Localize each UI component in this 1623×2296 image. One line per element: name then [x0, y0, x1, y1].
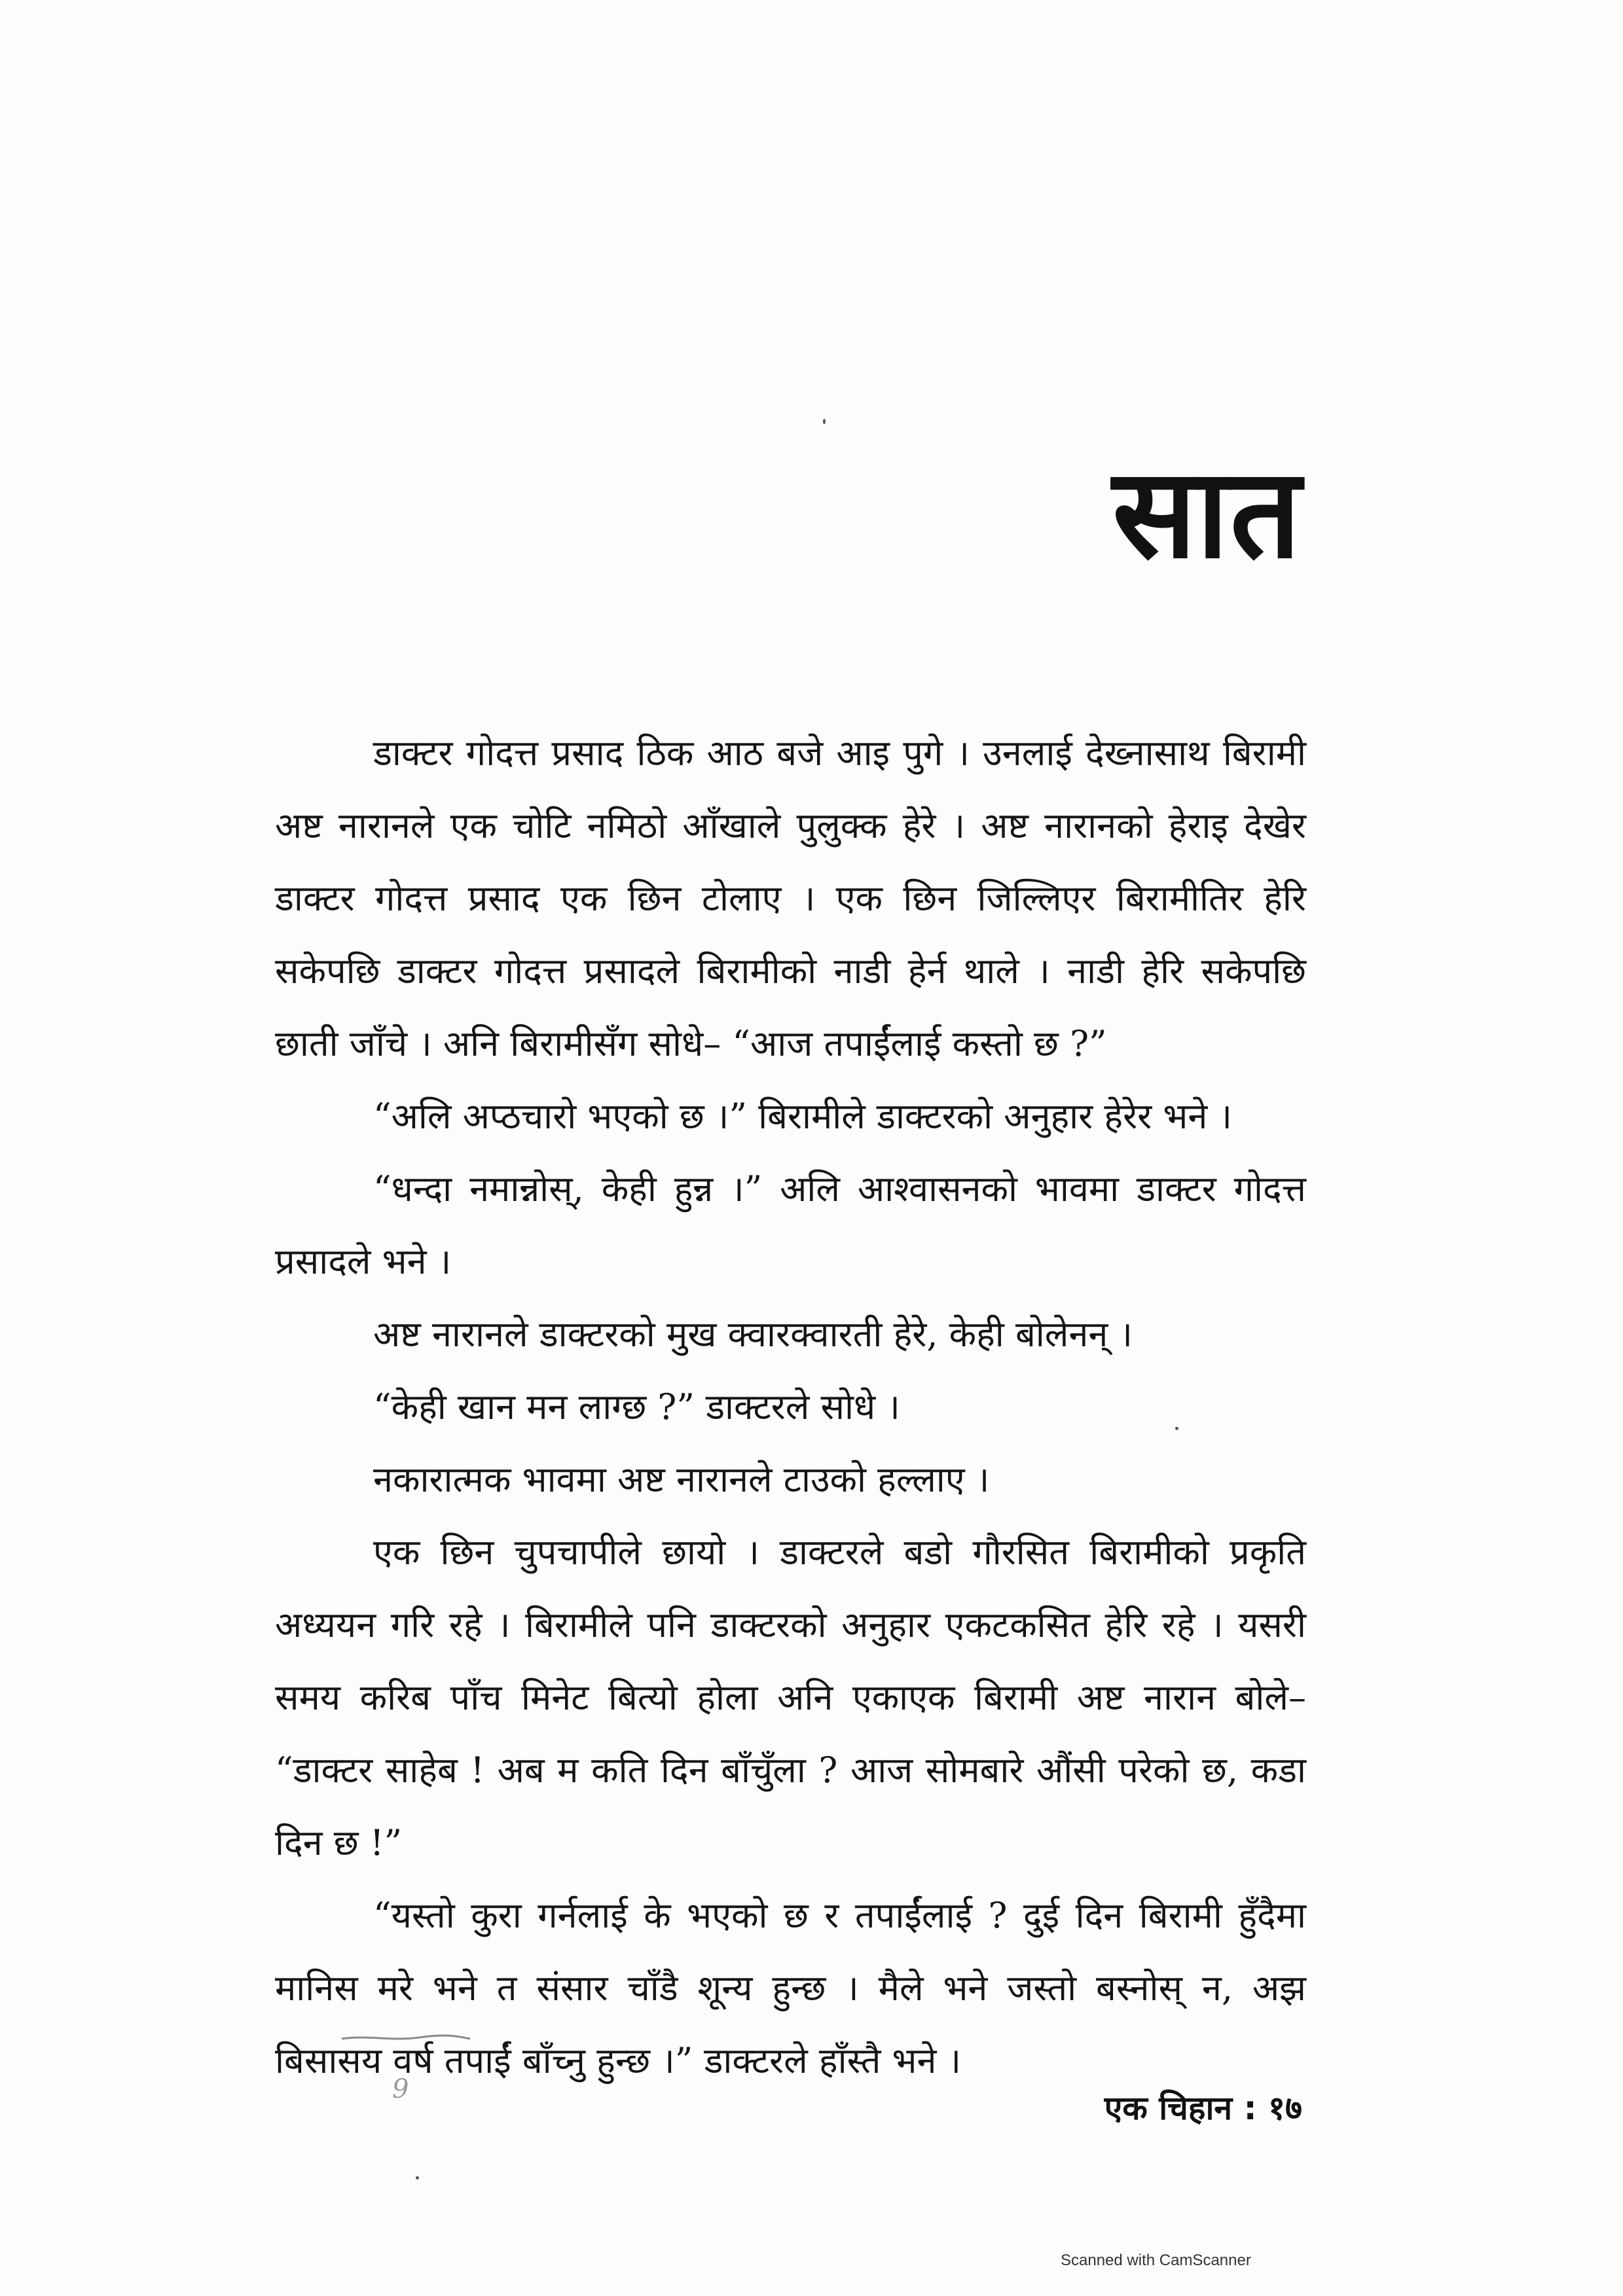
paragraph: “यस्तो कुरा गर्नलाई के भएको छ र तपाईंलाई ? दुई दिन बिरामी हुँदैमा मानिस मरे भने त संसार चाँडै शून्य हुन्छ । मैले भने जस्तो बस्नोस् न, अझ बिसासय वर्ष तपाईं बाँच्नु हुन्छ ।” डाक्टरले हाँस्तै भने । — [275, 1895, 1306, 2081]
scan-speck — [1175, 1427, 1178, 1430]
paragraph: एक छिन चुपचापीले छायो । डाक्टरले बडो गौरसित बिरामीको प्रकृति अध्ययन गरि रहे । बिरामीले पनि डाक्टरको अनुहार एकटकसित हेरि रहे । यसरी समय करिब पाँच मिनेट बित्यो होला अनि एकाएक बिरामी अष्ट नारान बोले– “डाक्टर साहेब ! अब म कति दिन बाँचुँला ? आज सोमबारे औंसी परेको छ, कडा दिन छ !” — [275, 1532, 1306, 1863]
running-title: एक चिहान — [1104, 2089, 1233, 2127]
margin-note-text: 9 — [392, 2074, 409, 2104]
paragraph: “अलि अप्ठचारो भएको छ ।” बिरामीले डाक्टरको अनुहार हेरेर भने । — [373, 1096, 1232, 1137]
paragraph: “केही खान मन लाग्छ ?” डाक्टरले सोधे । — [373, 1386, 900, 1427]
page-footer — [1104, 2085, 1302, 2129]
scanner-watermark: Scanned with CamScanner — [1061, 2251, 1251, 2269]
scan-speck — [416, 2176, 419, 2179]
pencil-margin-note — [390, 2072, 409, 2108]
chapter-body — [275, 717, 1306, 2097]
paragraph: अष्ट नारानले डाक्टरको मुख क्वारक्वारती हेरे, केही बोलेनन् । — [373, 1314, 1133, 1355]
pencil-underline-mark — [340, 2032, 471, 2044]
page-number: १७ — [1268, 2089, 1302, 2127]
paragraph: नकारात्मक भावमा अष्ट नारानले टाउको हल्लाए । — [373, 1459, 990, 1500]
paragraph: डाक्टर गोदत्त प्रसाद ठिक आठ बजे आइ पुगे । उनलाई देख्नासाथ बिरामी अष्ट नारानले एक चोटि नमिठो आँखाले पुलुक्क हेरे । अष्ट नारानको हेराइ देखेर डाक्टर गोदत्त प्रसाद एक छिन टोलाए । एक छिन जिल्लिएर बिरामीतिर हेरि सकेपछि डाक्टर गोदत्त प्रसादले बिरामीको नाडी हेर्न थाले । नाडी हेरि सकेपछि छाती जाँचे । अनि बिरामीसँग सोधे– “आज तपाईंलाई कस्तो छ ?” — [275, 732, 1306, 1064]
chapter-title: सात — [1112, 441, 1302, 586]
paragraph: “धन्दा नमान्नोस्, केही हुन्न ।” अलि आश्वासनको भावमा डाक्टर गोदत्त प्रसादले भने । — [275, 1168, 1306, 1282]
footer-separator: : — [1243, 2089, 1257, 2127]
scan-speck — [823, 419, 826, 424]
